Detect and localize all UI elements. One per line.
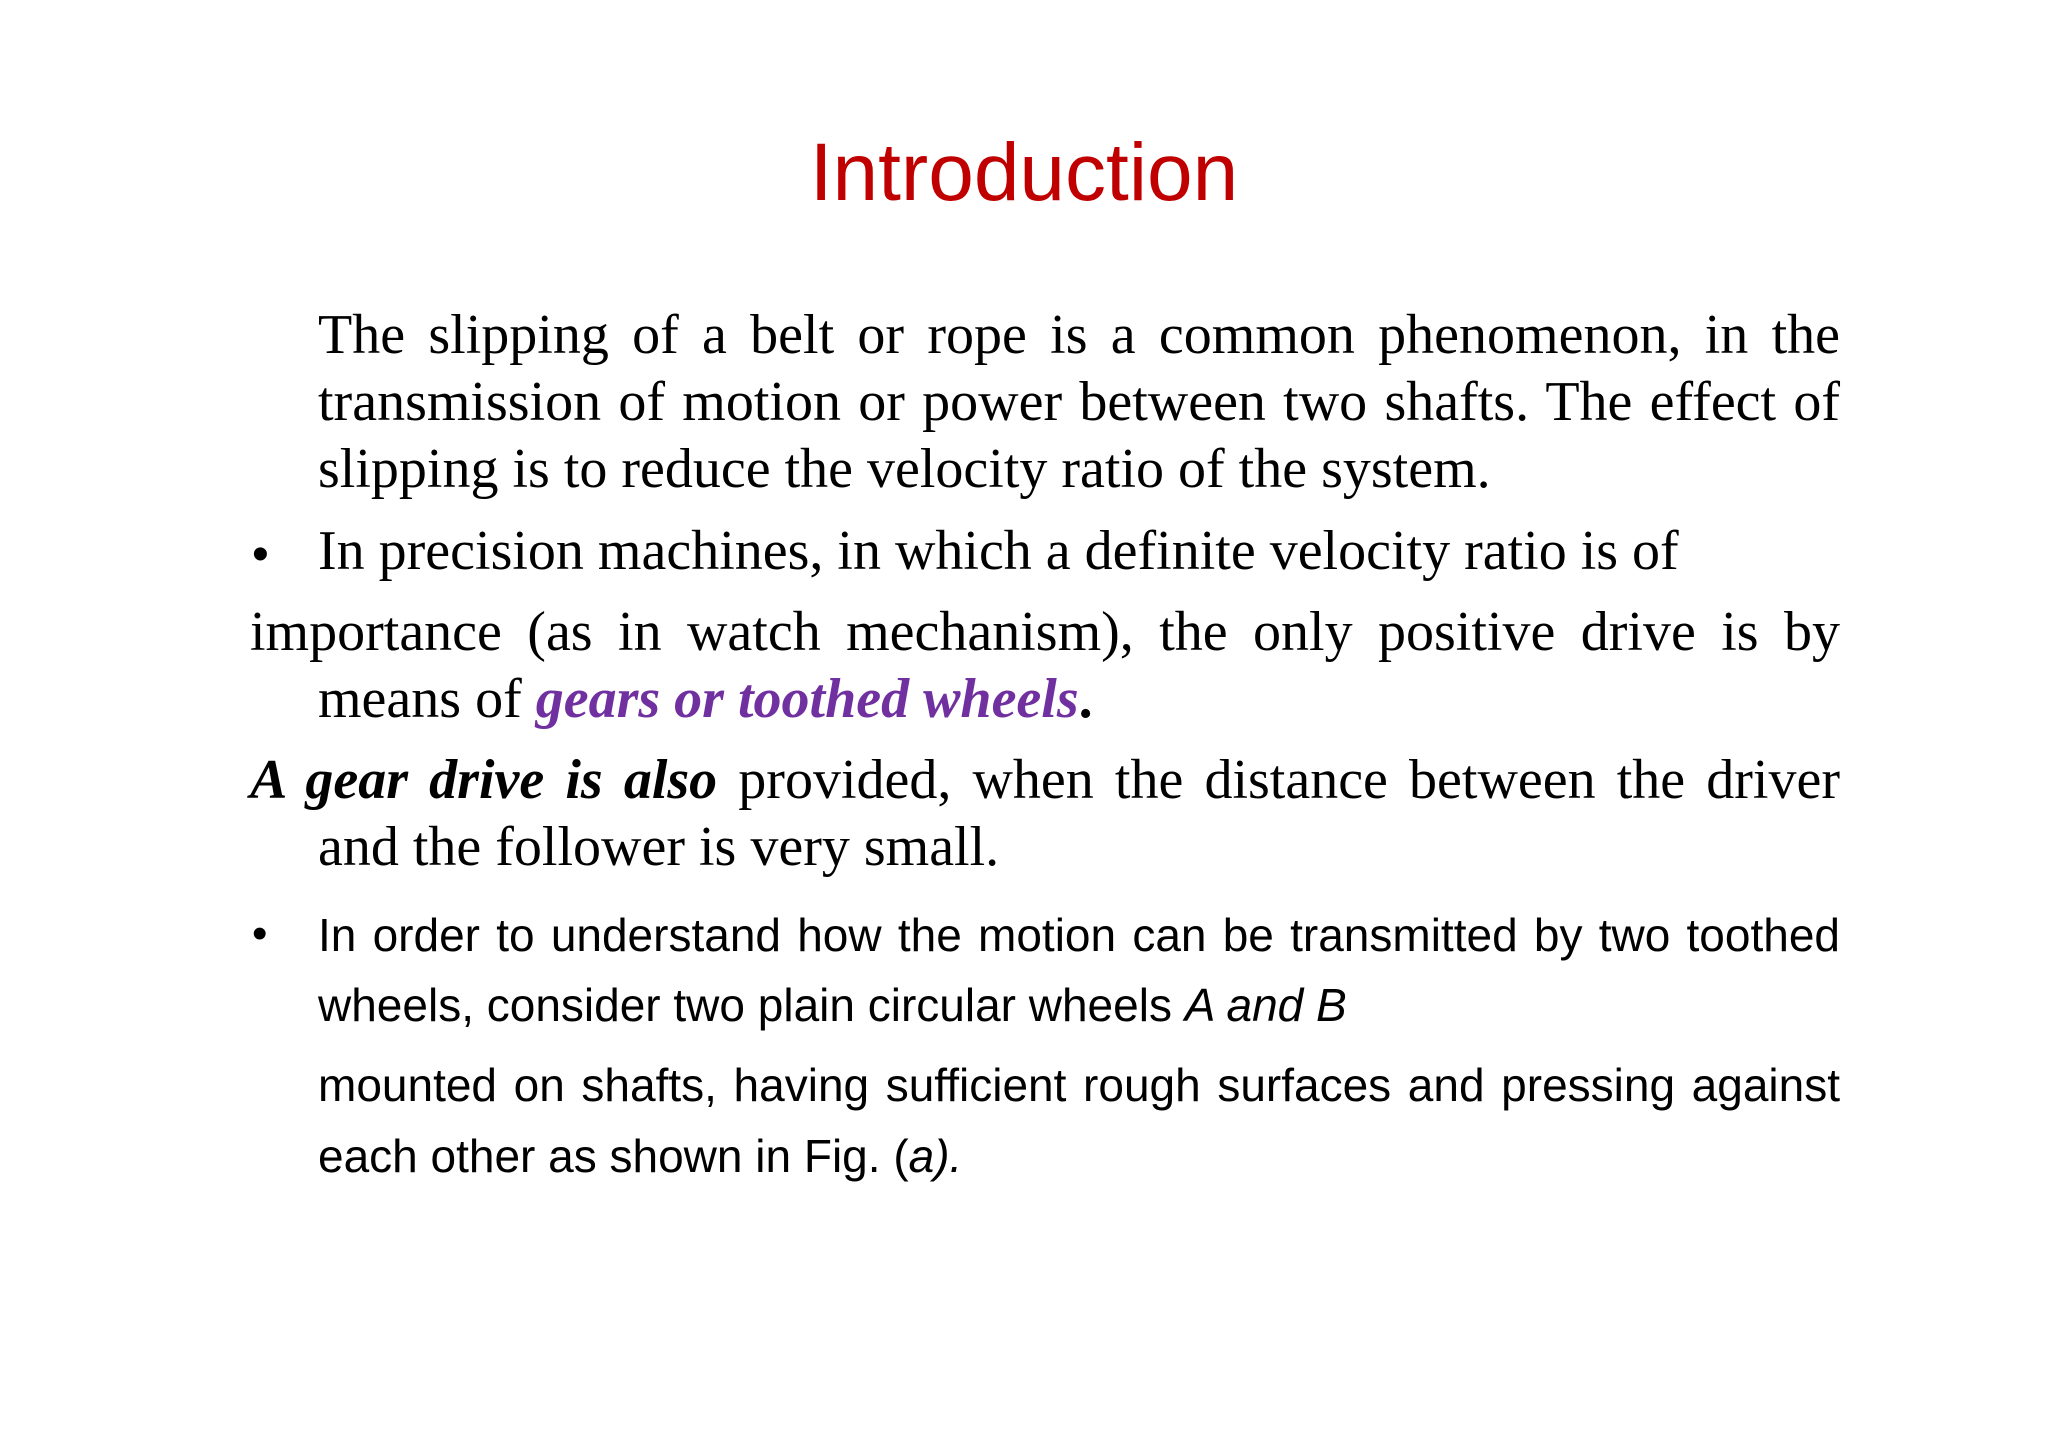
gear-drive-emphasis: A gear drive is also xyxy=(250,749,718,812)
bullet-icon: • xyxy=(252,908,268,958)
paragraph-precision-hang xyxy=(250,599,1840,733)
paragraph-gear-drive xyxy=(250,747,1840,881)
slide-body xyxy=(250,302,1840,1201)
gear-drive-text: provided, when the distance between the driver and the follower is very small. xyxy=(318,749,1840,879)
paragraph-precision-line2: importance (as in watch mechanism), the only positive drive is by means of xyxy=(250,600,1840,730)
paragraph-precision-machines xyxy=(250,518,1840,734)
toothed-wheels-mid-wrap xyxy=(318,1050,1840,1191)
toothed-wheels-ab: A and B xyxy=(1184,978,1347,1031)
bullet-icon: • xyxy=(252,527,269,581)
toothed-wheels-mid: mounted on shafts, having sufficient rough surfaces and pressing against each other as shown in Fig. ( xyxy=(318,1059,1840,1182)
paragraph-precision-rest xyxy=(250,599,1840,733)
paragraph-belt-slip xyxy=(250,302,1840,504)
paragraph-precision-line1: In precision machines, in which a definite velocity ratio is of xyxy=(318,519,1679,582)
slide-title: Introduction xyxy=(809,127,1239,218)
paragraph-belt-slip-text: The slipping of a belt or rope is a common phenomenon, in the transmission of motion or power between two shafts. The effect of slipping is to reduce the velocity ratio of the system. xyxy=(318,304,1840,501)
paragraph-precision-end: . xyxy=(1078,667,1093,730)
paragraph-toothed-wheels xyxy=(250,900,1840,1192)
toothed-wheels-text-before: In order to understand how the motion can be transmitted by two toothed wheels, consider two plain circular wheels xyxy=(318,908,1840,1031)
toothed-wheels-fig: a). xyxy=(908,1129,963,1182)
highlight-gears: gears or toothed wheels xyxy=(535,667,1079,730)
